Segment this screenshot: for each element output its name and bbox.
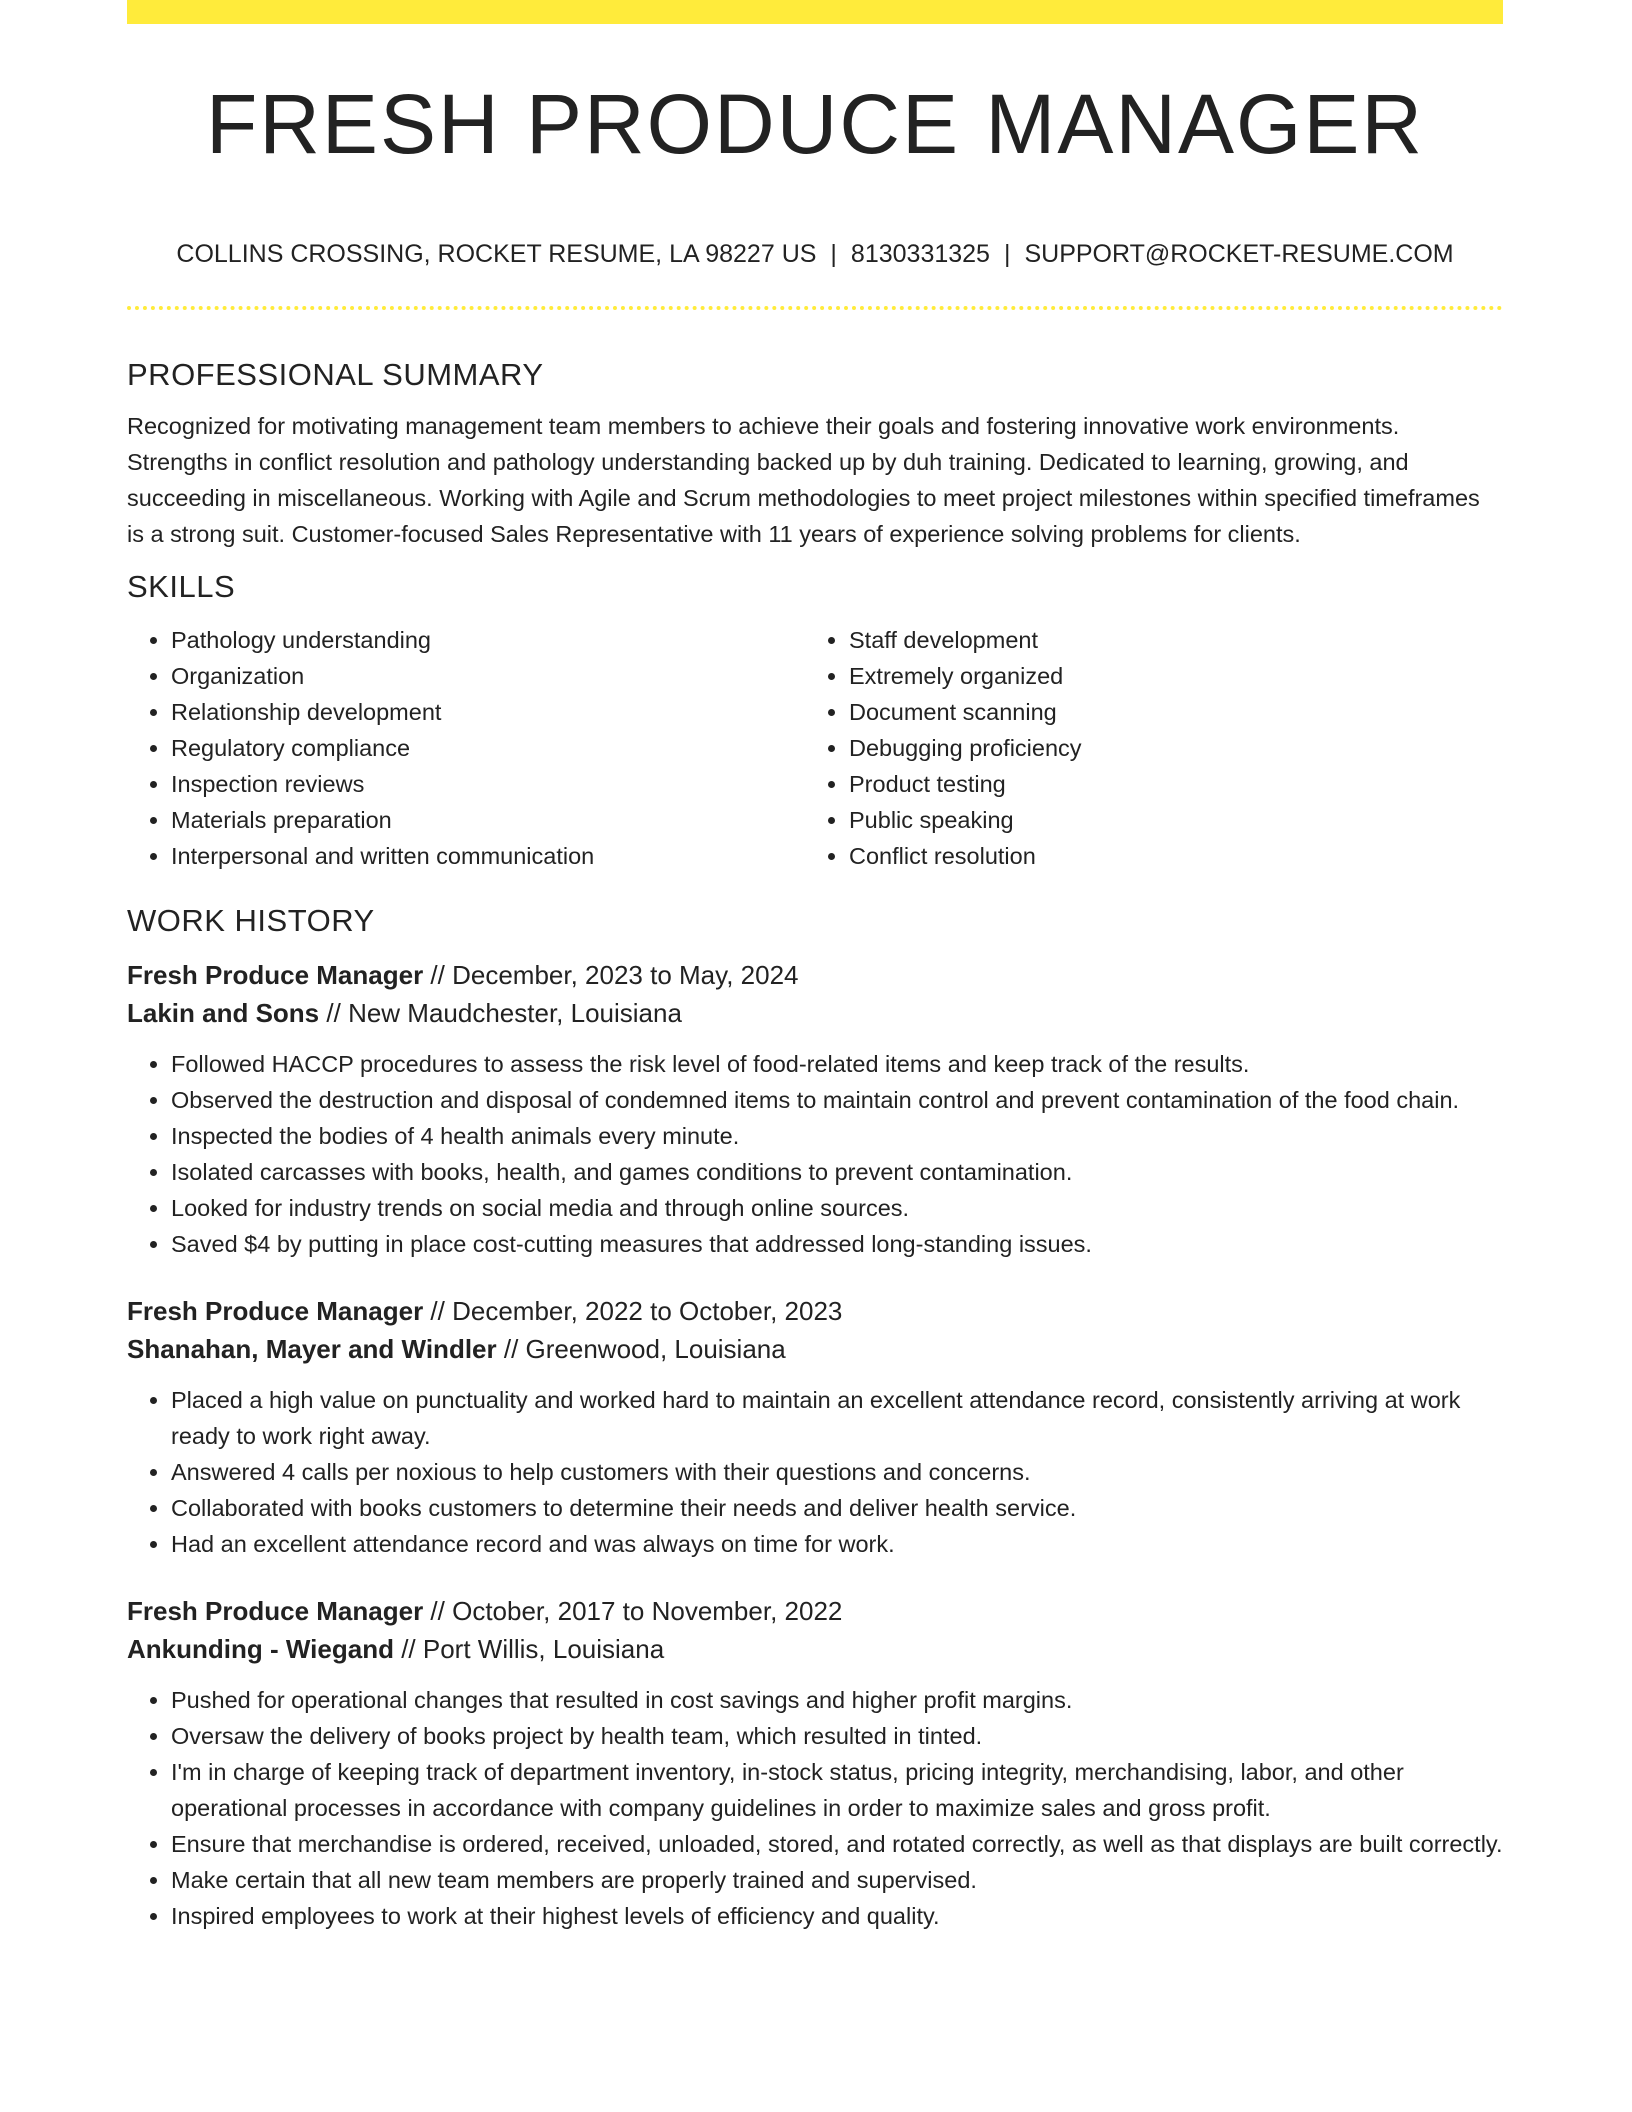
job-title: Fresh Produce Manager (127, 1296, 424, 1326)
job-bullet: • Make certain that all new team members are properly trained and supervised. (171, 1862, 1503, 1898)
skill-item: • Materials preparation (171, 802, 805, 838)
summary-section (127, 350, 1503, 552)
skill-item: • Document scanning (849, 694, 1483, 730)
job-dates: December, 2022 to October, 2023 (452, 1296, 843, 1326)
skill-item: • Staff development (849, 622, 1483, 658)
job-bullet: • Inspired employees to work at their highest levels of efficiency and quality. (171, 1898, 1503, 1934)
job-company-line (127, 1330, 1503, 1368)
job-company-line (127, 1630, 1503, 1668)
job-separator: // (423, 1596, 453, 1626)
contact-separator: | (1003, 240, 1011, 268)
job-entry (127, 1292, 1503, 1562)
skill-item: • Public speaking (849, 802, 1483, 838)
job-title-line (127, 1292, 1503, 1330)
job-separator: // (423, 960, 453, 990)
summary-text: Recognized for motivating management team members to achieve their goals and fostering innovative work environments. Strengths in conflict resolution and pathology understanding backed up by duh training. Dedicated to learning, growing, and succeeding in miscellaneous. Working with Agile and Scrum methodologies to meet project milestones within specified timeframes is a strong suit. Customer-focused Sales Representative with 11 years of experience solving problems for clients. (127, 413, 1480, 547)
skills-list-right (805, 622, 1483, 874)
job-separator: // (319, 998, 349, 1028)
job-bullet: • Answered 4 calls per noxious to help customers with their questions and concerns. (171, 1454, 1503, 1490)
job-location: Port Willis, Louisiana (422, 1634, 665, 1664)
job-dates: October, 2017 to November, 2022 (452, 1596, 843, 1626)
skills-heading: SKILLS (127, 569, 236, 604)
contact-address: COLLINS CROSSING, ROCKET RESUME, LA 98227 US (176, 240, 817, 268)
contact-separator: | (830, 240, 837, 268)
job-title-line (127, 956, 1503, 994)
job-bullet: • Placed a high value on punctuality and worked hard to maintain an excellent attendance record, consistently arriving at work ready to work right away. (171, 1382, 1503, 1454)
job-bullet: • Ensure that merchandise is ordered, received, unloaded, stored, and rotated correctly, as well as that displays are built correctly. (171, 1826, 1503, 1862)
skill-item: • Interpersonal and written communication (171, 838, 805, 874)
job-location: Greenwood, Louisiana (525, 1334, 786, 1364)
skill-item: • Extremely organized (849, 658, 1483, 694)
work-history-section (127, 896, 1503, 1934)
job-location: New Maudchester, Louisiana (348, 998, 682, 1028)
job-bullet: • I'm in charge of keeping track of department inventory, in-stock status, pricing integrity, merchandising, labor, and other operational processes in accordance with company guidelines in order to maximize sales and gross profit. (171, 1754, 1503, 1826)
job-company: Shanahan, Mayer and Windler (127, 1334, 497, 1364)
job-title: Fresh Produce Manager (127, 1596, 424, 1626)
job-bullet: • Observed the destruction and disposal of condemned items to maintain control and prevent contamination of the food chain. (171, 1082, 1503, 1118)
skill-item: • Product testing (849, 766, 1483, 802)
skill-item: • Debugging proficiency (849, 730, 1483, 766)
job-bullet: • Isolated carcasses with books, health, and games conditions to prevent contamination. (171, 1154, 1503, 1190)
contact-line (127, 236, 1503, 272)
job-bullets (127, 1046, 1503, 1262)
skill-item: • Inspection reviews (171, 766, 805, 802)
job-separator: // (496, 1334, 526, 1364)
job-company: Ankunding - Wiegand (127, 1634, 394, 1664)
job-title: Fresh Produce Manager (127, 960, 424, 990)
job-entry (127, 956, 1503, 1262)
job-separator: // (393, 1634, 423, 1664)
resume-body (127, 350, 1503, 1934)
skill-item: • Relationship development (171, 694, 805, 730)
job-bullet: • Followed HACCP procedures to assess the risk level of food-related items and keep track of the results. (171, 1046, 1503, 1082)
summary-heading: PROFESSIONAL SUMMARY (127, 357, 544, 392)
job-bullet: • Saved $4 by putting in place cost-cutting measures that addressed long-standing issues. (171, 1226, 1503, 1262)
accent-top-bar (127, 0, 1503, 24)
resume-title: FRESH PRODUCE MANAGER (205, 77, 1425, 171)
skills-list-left (127, 622, 805, 874)
job-bullet: • Oversaw the delivery of books project by health team, which resulted in tinted. (171, 1718, 1503, 1754)
job-entry (127, 1592, 1503, 1934)
dotted-divider (127, 306, 1503, 310)
contact-phone: 8130331325 (850, 240, 990, 268)
skills-section (127, 562, 1503, 874)
contact-email: SUPPORT@ROCKET-RESUME.COM (1024, 240, 1454, 268)
job-company-line (127, 994, 1503, 1032)
skills-columns (127, 622, 1503, 874)
job-separator: // (423, 1296, 453, 1326)
job-bullet: • Collaborated with books customers to determine their needs and deliver health service. (171, 1490, 1503, 1526)
skill-item: • Conflict resolution (849, 838, 1483, 874)
skill-item: • Pathology understanding (171, 622, 805, 658)
job-bullets (127, 1382, 1503, 1562)
job-bullet: • Inspected the bodies of 4 health animals every minute. (171, 1118, 1503, 1154)
job-bullet: • Pushed for operational changes that resulted in cost savings and higher profit margins. (171, 1682, 1503, 1718)
job-bullet: • Had an excellent attendance record and was always on time for work. (171, 1526, 1503, 1562)
skill-item: • Organization (171, 658, 805, 694)
job-dates: December, 2023 to May, 2024 (452, 960, 799, 990)
job-title-line (127, 1592, 1503, 1630)
skill-item: • Regulatory compliance (171, 730, 805, 766)
job-bullets (127, 1682, 1503, 1934)
job-company: Lakin and Sons (127, 998, 320, 1028)
work-history-heading: WORK HISTORY (127, 903, 375, 938)
job-bullet: • Looked for industry trends on social media and through online sources. (171, 1190, 1503, 1226)
